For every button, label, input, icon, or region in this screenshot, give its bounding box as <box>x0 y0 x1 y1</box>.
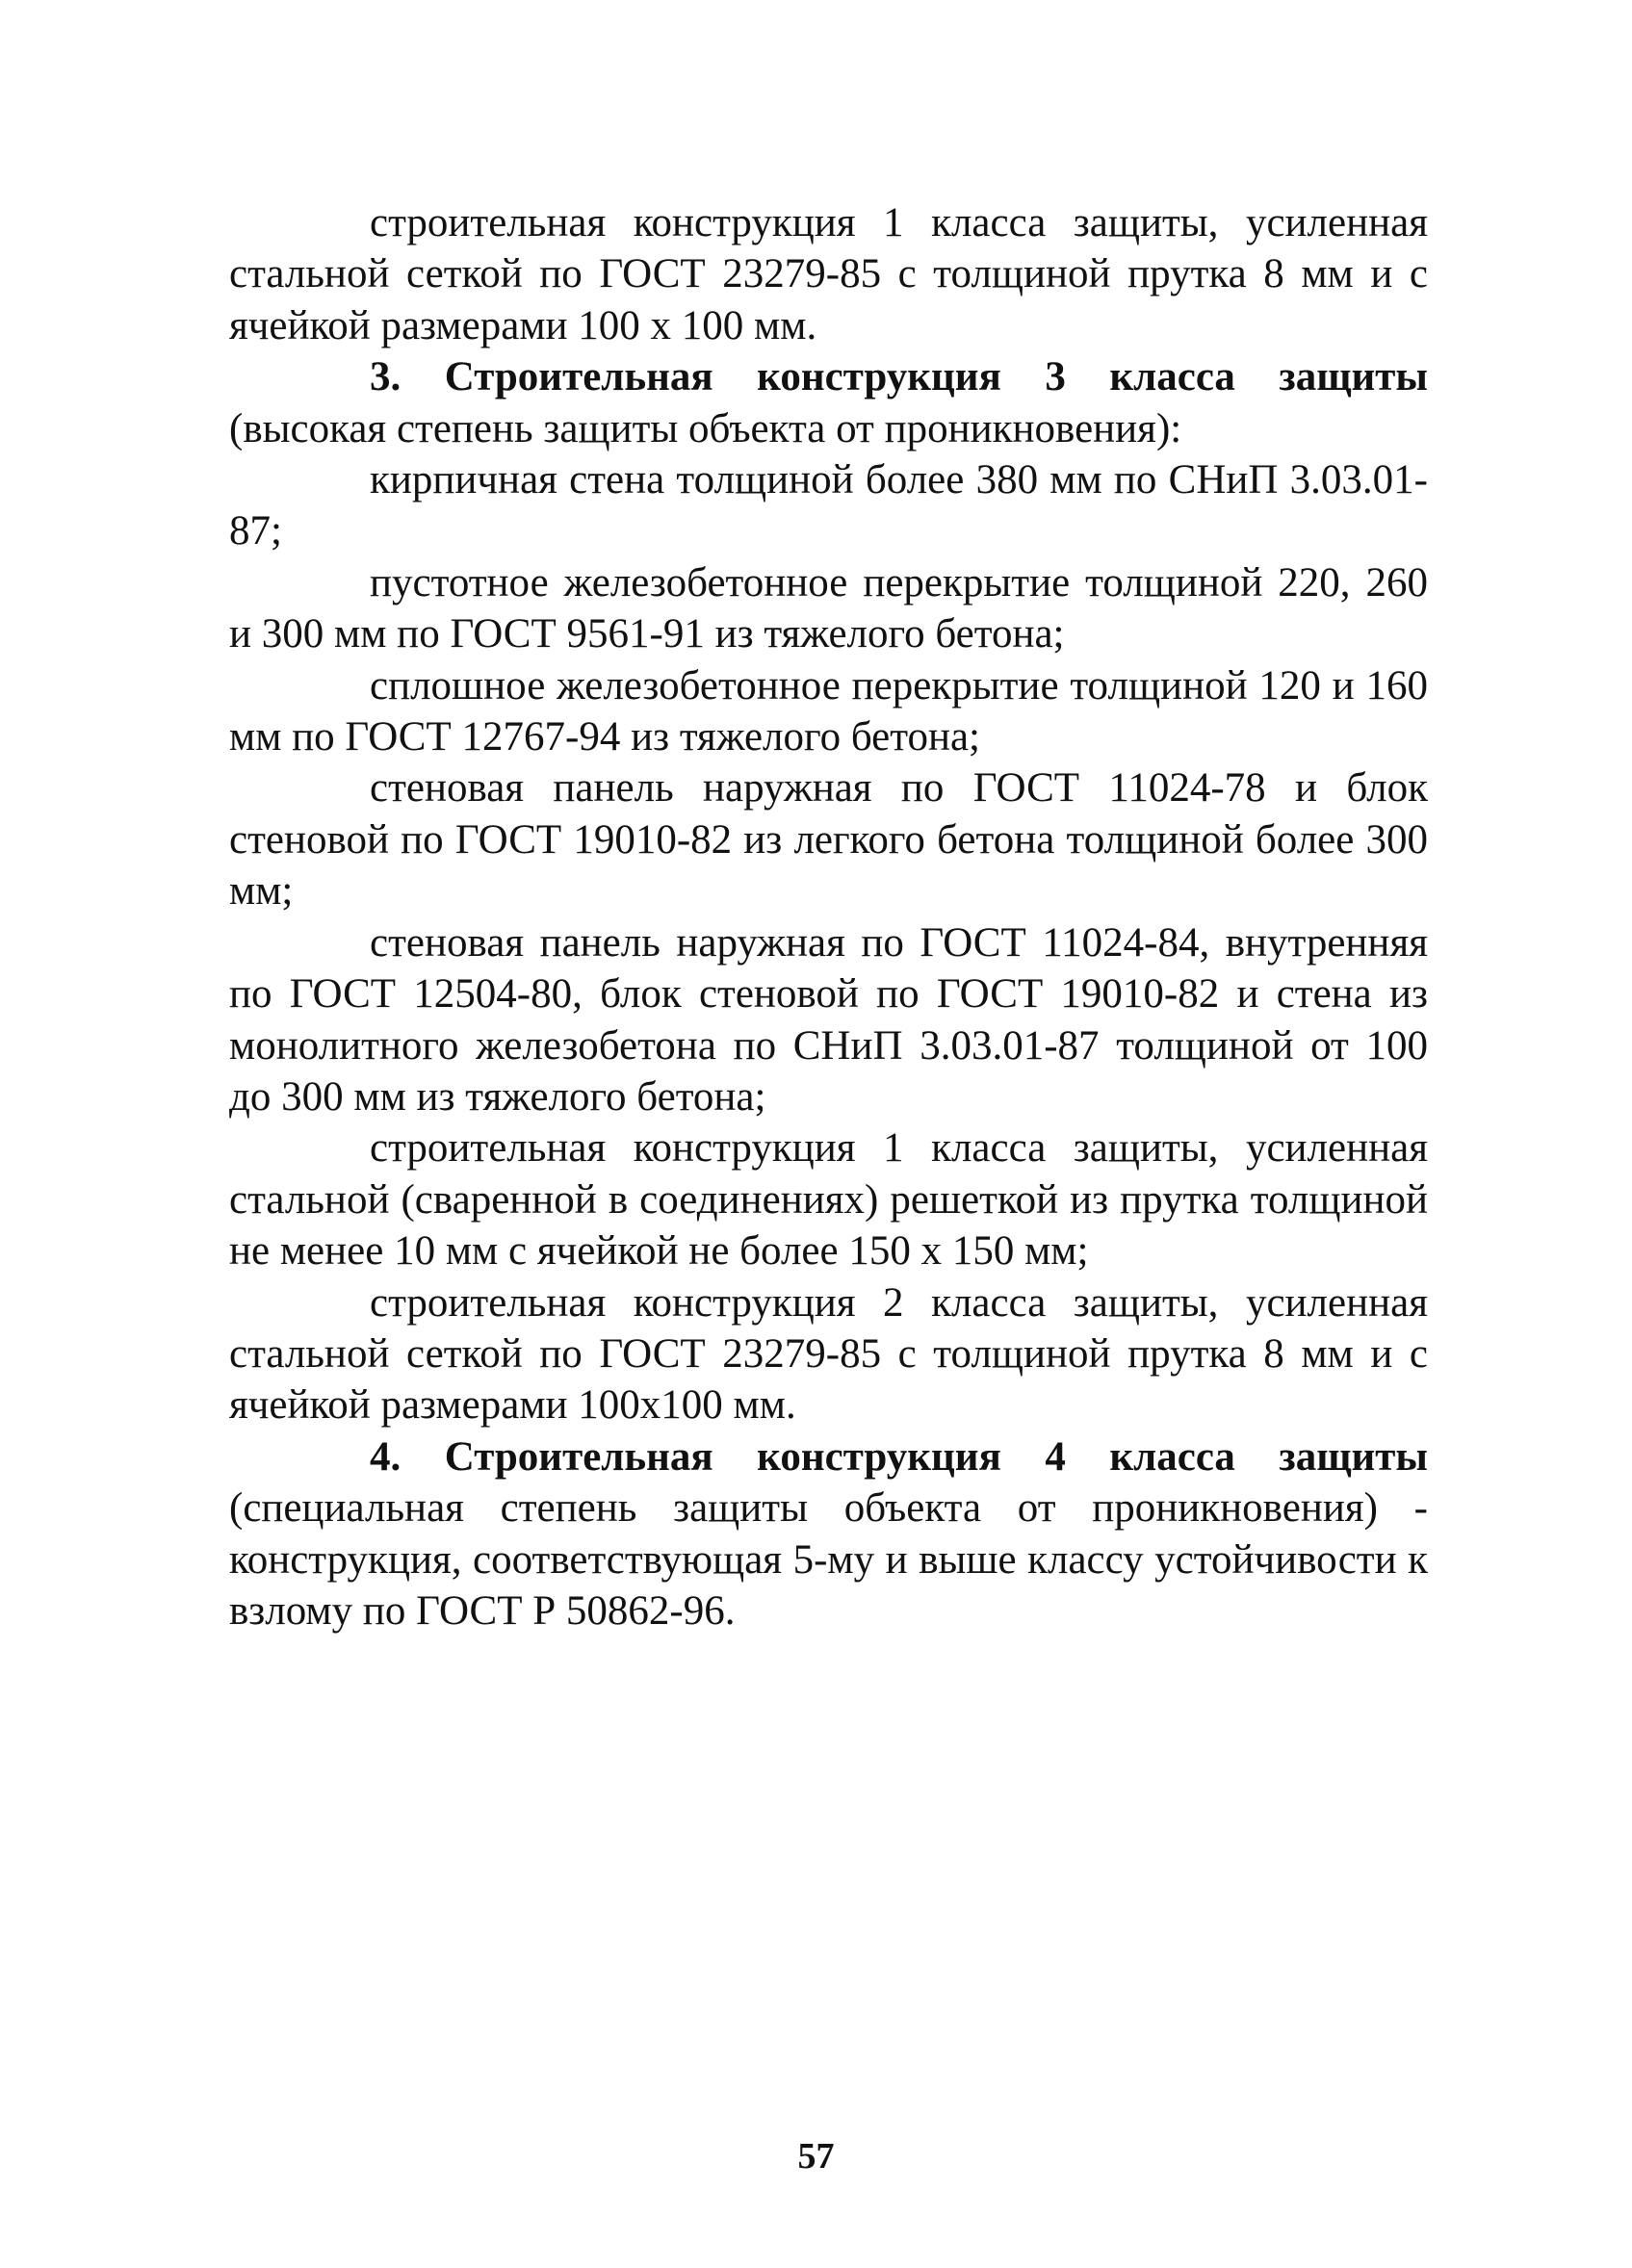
section-3-number: 3. <box>370 354 402 400</box>
paragraph-class1-grille: строительная конструкция 1 класса защиты, усиленная стальной (сваренной в соединениях) решеткой из прутка толщиной не менее 10 мм с ячейкой не более 150 х 150 мм; <box>229 1125 1428 1275</box>
paragraph-hollow-slab: пустотное железобетонное перекрытие толщиной 220, 260 и 300 мм по ГОСТ 9561-91 из тяжелого бетона; <box>229 559 1428 657</box>
section-3-heading <box>229 351 1428 454</box>
section-3-title: Строительная конструкция 3 класса защиты <box>444 354 1428 400</box>
section-4-title: Строительная конструкция 4 класса защиты <box>444 1433 1428 1480</box>
section-4-heading <box>229 1431 1428 1637</box>
paragraph-solid-slab: сплошное железобетонное перекрытие толщиной 120 и 160 мм по ГОСТ 12767-94 из тяжелого бетона; <box>229 662 1428 760</box>
page-number: 57 <box>797 2136 835 2177</box>
section-3-description: (высокая степень защиты объекта от проникновения): <box>229 405 1182 451</box>
paragraph-continuation: строительная конструкция 1 класса защиты, усиленная стальной сеткой по ГОСТ 23279-85 с толщиной прутка 8 мм и с ячейкой размерами 100 х 100 мм. <box>229 200 1428 348</box>
paragraph-class2-mesh: строительная конструкция 2 класса защиты, усиленная стальной сеткой по ГОСТ 23279-85 с толщиной прутка 8 мм и с ячейкой размерами 100х100 мм. <box>229 1279 1428 1429</box>
section-4-number: 4. <box>370 1433 402 1480</box>
paragraph-wall-panel-heavy: стеновая панель наружная по ГОСТ 11024-84, внутренняя по ГОСТ 12504-80, блок стеновой по ГОСТ 19010-82 и стена из монолитного железобетона по СНиП 3.03.01-87 толщиной от 100 до 300 мм из тяжелого бетона; <box>229 919 1428 1120</box>
body-text <box>229 197 1428 1637</box>
paragraph-wall-panel-light: стеновая панель наружная по ГОСТ 11024-78 и блок стеновой по ГОСТ 19010-82 из легкого бетона толщиной более 300 мм; <box>229 765 1428 915</box>
section-4-description: (специальная степень защиты объекта от проникновения) - конструкция, соответствующая 5-му и выше классу устойчивости к взлому по ГОСТ Р 50862-96. <box>229 1485 1428 1634</box>
paragraph-brick-wall: кирпичная стена толщиной более 380 мм по СНиП 3.03.01-87; <box>229 457 1428 554</box>
